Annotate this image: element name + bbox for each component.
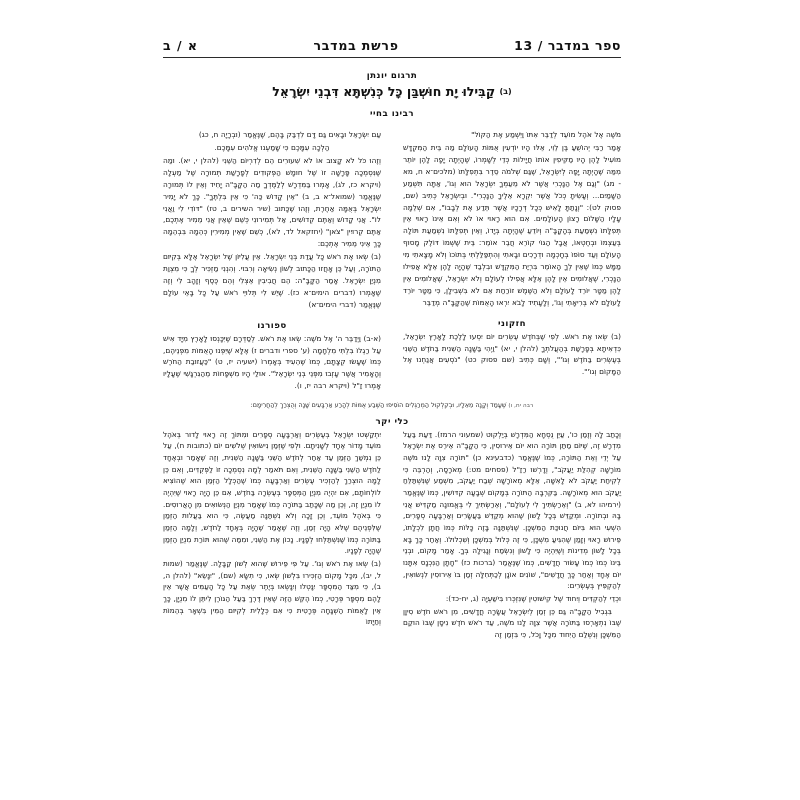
paragraph: בִּגְבִיל הַקָּבָּ"ה גַּם כֵּן זְמַן לְיִשְׂרָאֵל עֲשָׂרָה חֳדָשִׁים, מִן רֹאשׁ חֹדֶשׁ סִיוָן שֶׁבּוֹ נִתְאָרְסוּ בַּתּוֹרָה אֲשֶׁר צִוָּה לָנוּ מֹשֶׁה, עַד רֹאשׁ חֹדֶשׁ נִיסָן שֶׁבּוֹ הוּקַם הַמִּשְׁכָּן וְנִשְׁלַם הַיִּחוּד מִכָּל וָכֹל, כִּי בִּזְמַן זֶה: [403, 606, 621, 639]
kli-yakar-section: [163, 417, 621, 427]
kli-yakar-heading: כלי יקר: [375, 416, 409, 427]
paragraph: אָמַר רַבִּי יְהוֹשֻׁעַ בֶּן לֵוִי, אֵלּוּ הָיוּ יוֹדְעִין אֻמּוֹת הָעוֹלָם מַה בֵּית הַמִּקְדָּשׁ מוֹעִיל לָהֶן הָיוּ מַקִּיפִין אוֹתוֹ חֲיָילוֹת כְּדֵי לְשָׁמְרוֹ, שֶׁהָיְתָה יָפָה לָהֶן יוֹתֵר מִמַּה שֶּׁהָיְתָה יָפָה לְיִשְׂרָאֵל, שֶׁגַּם שְׁלֹמֹה סֵדֶר בִּתְפִלָּתוֹ (מלכים־א ח, מא - מג) "וְגַם אֶל הַנָּכְרִי אֲשֶׁר לֹא מֵעַמְּךָ יִשְׂרָאֵל הוּא וְגוֹ', אַתָּה תִּשְׁמַע הַשָּׁמַיִם... וְעָשִׂיתָ כְּכֹל אֲשֶׁר יִקְרָא אֵלֶיךָ הַנָּכְרִי". וּבְיִשְׂרָאֵל כְּתִיב (שם, פסוק לט): "וְנָתַתָּ לָאִישׁ כְּכָל דְּרָכָיו אֲשֶׁר תֵּדַע אֶת לְבָבוֹ", אִם שְׁלֵמָה עָלָיו הַשָּׁלוֹם רָצוֹן הָעוֹלָמִים. אִם הוּא רָאוּי אוֹ לֹא וְאִם אֵינוֹ רָאוּי אֵין תְּפִלָּתוֹ נִשְׁמַעַת בְּהָקָבָּ"ה וְיוֹדֵעַ שֶׁהָיְתָה בְּיָדוֹ, וְאֵין תְּפִלָּתוֹ נִשְׁמַעַת תּוֹלָה בְּעַצְמוֹ וּבְחֶטְאוֹ, אֲבָל הַגּוֹי קוֹרֵא חֲבֵר אוֹמֵר: בֵּית שֶׁשְּׁמוֹ דּוֹלֶק מָסוּף הָעוֹלָם וְעַד סוֹפוֹ בְּחָכְמָה וּדְרָכִים וּבָאתִי וְהִתְפַּלַּלְתִּי בְּתוֹכוֹ וְלֹא מָצָאתִי מִי מַמָּשׁ כְּמוֹ שֶׁאֵין לְךָ הָאוֹמֵר בִּרְיַת הַמִּקְדָּשׁ וּבִלְבַד שֶׁהָיָה לָהֶן אֵלָּא אֲפִילוּ הַנָּכְרִי, שֶׁאֲלוּמִים אֵין לָהֶן אֵלָּא אֲפִילוּ לְעוֹלָם וְלֹא יִשְׂרָאֵל, שֶׁאֲלוּמִים אֵין לָהֶן מַטָּר יוֹרֵד לָעוֹלָם וְלֹא הַשֶּׁמֶשׁ זוֹרַחַת אֵם לֹא בִּשְׁבִילָן, כִּי מַטָּר יוֹרֵד לָעוֹלָם לֹא בְּרִיאָתִי וְגוֹ', וְלָעָתִיד לָבֹא יִרְאוּ הָאֻמּוֹת שֶׁהַקָּבָּ"ה מְדַבֵּר: [403, 143, 621, 307]
sforno-heading: ספורנו: [257, 320, 287, 331]
paragraph: מֹשֶׁה אֶל אֹהֶל מוֹעֵד לְדַבֵּר אִתּוֹ וַיִּשְׁמַע אֶת הַקּוֹל": [471, 130, 621, 140]
targum-yonatan-section: [163, 71, 621, 101]
kli-column-left: [163, 429, 381, 642]
rabbeinu-bachya-heading: רבינו בחיי: [370, 109, 414, 120]
paragraph: וּכְדֵי לְהַקְדִּים וְיִחוּד שֶׁל קִישּׁוּטִין שֶׁנִּזְכְּרוּ בִּישַׁעְיָה (ג, יח-כד):: [445, 593, 621, 603]
column-left: [163, 129, 381, 393]
footnote-text: שֶׁעָמַד וְקָנָה מֵאֵלָיו, וּבְקִלְקוּל הַמְרַגְּלִים הוֹסִיפוּ הַשֶּׁבַע אֻמּוֹת לְהָרַע אַרְבָּעִים שָׁנָה וְהֻצְרַךְ לְהַחֲרִימָם:: [250, 402, 507, 410]
upper-commentary-columns: [163, 129, 621, 393]
paragraph: יִתְקַשְּׁטוּ יִשְׂרָאֵל בְּעֶשְׂרִים וְאַרְבָּעָה סְפָרִים וּמִתּוֹךְ זֶה רָאוּי לָדוּר בְּאֹהֶל מוֹעֵד מָדוֹר אֶחָד לְשָׁנִיתָם. וּלְפִי שֶׁזְּמַן נִישּׂוּאִין שְׁלֹשִׁים יוֹם (כתובות ח), עַל כֵּן נִמְשַׁךְ הַזְּמַן עַד אַחַר לְחֹדֶשׁ הַשֵּׁנִי בַּשָּׁנָה הַשֵּׁנִית, וְזֶה שֶׁאָמַר וּבְאֶחָד לַחֹדֶשׁ הַשֵּׁנִי בַּשָּׁנָה הַשֵּׁנִית, וְאִם תֹּאמַר לְמָה נִסְמְכָה זוֹ לַפְּקֻדִּים, וְאִם כֵּן לָמָה הוּצְרַךְ לְהַזְכִּיר עֶשְׂרִים וְאַרְבָּעָה כְּמוֹ שֶׁהַכְּלָל הַזְּמַן הוּא שֶׁהוֹצִיא לוֹלְחוֹתָם, אִם יִהְיֶה מִנְיַן הַמְּסֻפָּר בְּעֶשְׂרָה בַּחֹדֶשׁ, אִם כֵּן הָיָה רָאוּי שֶׁיִּהְיֶה לוֹ מִנְיַן זֶה, וְכֵן מַה שֶּׁכָּתַב בַּתּוֹרָה כְּמוֹ שֶׁאָמַר מִנְיַן הַנְּשׂוּאִים מִן הָאֲרוּסִים. כִּי בְּאֹהֶל מוֹעֵד, וְכֵן זָכָה וְלֹא נִשְׁתַּנָּה מַעֲשֶׂה, כִּי הוּא בַּעֲלוּת הַזְּמַן שֶׁלִּפְנֵיהֶם שֶׁלֹּא הָיָה זְמַן, וְזֶה שֶׁאָמַר שֶׁהָיָה בְּאֶחָד לַחֹדֶשׁ, וְלָמָה הַזְּמַן בַּתּוֹרָה כְּמוֹ שֶׁנִּשְׁתַּלְּחוּ לְפָנָיו. נָכוֹן אֶת הַשֵּׁנִי, וּמִמַּה שֶּׁהוּא תּוֹרַת מִנְיַן הַזְּמַן שֶׁהָיָה לְפָנָיו.: [163, 429, 381, 556]
header-rule: [163, 57, 621, 58]
paragraph: וְכָתַב לָהּ וְזֶמַן כו', עַיֵּן נֻסְחָא הַמִּדְרָשׁ בְּיַלְקוּט (שמעוני הרמז). דַּעַת בַּעַל מִדְרָשׁ זֶה, שֶׁיּוֹם מַתַּן תּוֹרָה הוּא יוֹם אֵירוּסִין, כִּי הַקָּבָּ"ה אֵירֵס אֶת יִשְׂרָאֵל עַל יְדֵי וְאֵת הַתּוֹרָה, כְּמוֹ שֶׁנֶּאֱמַר (כדבעינא כן) "תּוֹרָה צִוָּה לָנוּ מֹשֶׁה מוֹרָשָׁה קְהִלַּת יַעֲקֹב", וְדָרְשׁוּ רַזַ"ל (פסחים מט:) מְאֹרָסָה, וְהַרְבֵּה כִּי לְקִיחַת יַעֲקֹב לֹא לָאִשָּׁה, אֵלָּא מְאוֹרָשָׁה שְׁבַח יַעֲקֹב, מִשְׁמַע שֶׁנִּשְׁתַּלֵּחַ יַעֲקֹב הוּא מְאוֹרָשָׁה. בַּקִּרְבָּה הַתּוֹרָה בְּמָקוֹם שְׁבָעָה קִדּוּשִׁין, כְּמוֹ שֶׁנֶּאֱמַר (ירמיהו לא, ב) "וְאֵרַשְׂתִּיךְ לִי לְעוֹלָם", וְאֵרַשְׂתִּיךְ לִי בְּאֱמוּנָה מַקְדִּישׁ אֲנִי בָּהּ וּבְתוֹרָה. וּמְקַדֵּשׁ בְּכָל לָשׁוֹן שֶׁהוּא מְקַדֵּשׁ בַּעֲשָׂרִים וְאַרְבָּעָה סְפָרִים, הִשְׁעִי הוּא בִּיּוֹם חֲנוּכַּת הַמִּשְׁכָּן. שֶׁנִּשְׁתַּנָּה בָּזֶה כָּלּוֹת כְּמוֹ חֲתָן לִכְלָתוֹ, פֵּירוּשׁ רָאוּי וְזָמַן שֶׁהִגִּיעַ מִשְׁכָּן, כִּי זֶה כְּלוּל בְּמִשְׁכָּן וְשִׁכְלוּלוֹ. וְאַחַר כָּךְ בָּא בְּכָל לָשׁוֹן מְדִינוֹת וְשֶׁיִּהְיֶה כִּי לָשׁוֹן וְנִשְׂמַח וְנָגִילָה בְּךָ. אָמַר מָקוֹם, וּבְנֵי בֵּינוֹ כְּמוֹ כְּמוֹ עָשׂוּר חֲדָשִׁים, כְּמוֹ שֶׁנֶּאֱמַר (ברכות כז) "חָתָן הַנִּכְנָס אִתָּנוּ יוֹם אֶחָד וְאַחַר כָּךְ חֲדָשִׁים", שׁוֹנִים אוֹנָן לְכַתְּחִלָּה זְמַן בּוֹ אֵירוּסִין לִנְשׂוּאִין, לְהַקְפִּיץ בְּעֶשְׂרִים:: [403, 429, 621, 591]
chizkuni-heading: חזקוני: [497, 318, 527, 329]
kli-column-right: [403, 429, 621, 642]
targum-text: קַבִּילוּ יָת חוּשְׁבַּן כָּל כְּנִשְׁתָּא דִּבְנֵי יִשְׂרָאֵל: [272, 84, 496, 99]
paragraph: (ב) שְׂאוּ אֶת רֹאשׁ. לְפִי שֶׁבְּחֹדֶשׁ עֶשְׂרִים יוֹם יִסְעוּ לָלֶכֶת לָאָרֶץ יִשְׂרָאֵל, כִּדְאִיתָא בְּפָרָשַׁת בְּהַעֲלֹתְךָ (להלן י, יא) "וַיְהִי בַּשָּׁנָה הַשֵּׁנִית בַּחֹדֶשׁ הַשֵּׁנִי בְּעֶשְׂרִים בַּחֹדֶשׁ וְגוֹ'", וְשָׁם כְּתִיב (שם פסוק כט) "נֹסְעִים אֲנַחְנוּ אֶל הַמָּקוֹם וְגוֹ'".: [403, 331, 621, 377]
paragraph: (ב) שְׂאוּ אֶת רֹאשׁ וְגוֹ'. עַל פִּי פֵּירוּשׁ שֶׁהוּא לְשׁוֹן קַבָּלָה. שֶׁנֶּאֱמַר (שמות ל, יב), מִכָּל מָקוֹם הַזְכִּירוּ בִּלְשׁוֹן שְׂאוּ, כִּי תִשָּׂא (שם), "יִנָּשֵׂא" (להלן ה, ב), כִּי מִצַּד הַמִּסְפָּר יִנָּטְלוּ וְיִנָּשְׂאוּ בְּיֶתֶר שְׂאֵת עַל כָּל הָעַמִּים אֲשֶׁר אֵין לָהֶם מִסְפָּר פְּרָטִי, כְּמוֹ הֶקֵּשׁ הַזֶּה שֶׁאֵין דֶּרֶךְ בַּעַל הַגּוֹרֶן לִיתֵּן לוֹ מִנְיָן, כָּךְ אֵין לָאֻמּוֹת הַשְׁגָּחָה פְּרָטִית כִּי אִם כְּלָלִית לְקִיּוּם הַמִּין בִּשְׁאָר בְּהֵמוֹת וְחַיָּתוֹ: [163, 558, 381, 627]
kli-yakar-columns: [163, 429, 621, 642]
paragraph: עַם יִשְׂרָאֵל וּבָאִים גַּם דָּם לִדְבַּק בָּהֶם, שֶׁנֶּאֱמַר (וּבְרָיָה ח, כג): [198, 130, 381, 140]
targum-verse-marker: (ב): [499, 87, 512, 96]
column-right: [403, 129, 621, 393]
targum-text-line: [163, 83, 621, 101]
paragraph: (א-ב) וַיְדַבֵּר ה' אֶל מֹשֶׁה: שְׂאוּ אֶת רֹאשׁ. לְסַדְּרָם שֶׁיִּכָּנְסוּ לָאָרֶץ מִיָּד אִישׁ עַל רַגְלוֹ בִּלְתִּי מִלְחָמָה (ע' ספרי ודברים ז) אֶלָּא שֶׁיִּפְּנוּ הָאֻמּוֹת מִפְּנֵיהֶם, כְּמוֹ שֶׁעָשׂוּ קְצָתָם, כְּמוֹ שֶׁהֵעִיד בְּאָמְרוֹ (ישעיה יז, ט) "כַּעֲזוּבַת הַחֹרֶשׁ וְהָאָמִיר אֲשֶׁר עָזְבוּ מִפְּנֵי בְּנֵי יִשְׂרָאֵל". אוּלַי הָיוּ מִשְׁפָּחוֹת מֵהַגִּרְגָּשִׁי שֶׁעָלָיו אָמְרוּ זַ"ל (ויקרא רבה יז, ו).: [163, 333, 381, 391]
paragraph: וְזֶהוּ כֹּל לֹא קָצוּב אוֹ לֹא שִׁעוּרִים הֵם לְדִרְיוֹם הַשֵּׁנִי (להלן י, יא). וּמַה שֶּׁנִּסְמְכָה פָּרָשָׁה זוֹ שֶׁל חוּמָשׁ הַפְּקוּדִים לְפָרָשַׁת תְּמוּרָה שֶׁל מַעְלָה (ויקרא כז, לג), אָמְרוּ בַּמִּדְרָשׁ לְלַמֶּדְךָ מַה הַקָּבָּ"ה יָחִיד וְאֵין לוֹ תְּמוּרָה שֶׁנֶּאֱמַר (שמואל־א ב, ב) "אֵין קָדוֹשׁ כַּה' כִּי אֵין בִּלְתֶּךָ". כָּךְ לֹא יָמִיר יִשְׂרָאֵל בְּאֻמָּה אַחֶרֶת, וְזֶהוּ שֶׁכָּתוּב (שיר השירים ב, טז) "דּוֹדִי לִי וַאֲנִי לוֹ". אֲנִי קָדוֹשׁ וְאַתֶּם קְדוֹשִׁים, אַל תְּמִירוּנִי כְּשֵׁם שֶׁאֵין אֲנִי מֵמִיר אֶתְכֶם, אַתֶּם קְרוּיִין "צֹאן" (יחזקאל לד, לא), כְּשֵׁם שֶׁאֵין מְמִירִין כְּהֵמָה בִּבְהֵמָה כָּךְ אֵינִי מֵמִיר אֶתְכֶם:: [163, 156, 381, 249]
book-folio-label: ספר במדבר / 13: [514, 38, 621, 53]
targum-heading: תרגום יונתן: [366, 71, 418, 81]
footnote-band: [163, 401, 621, 410]
footnote-source-ref: רבה יח, ו): [508, 403, 534, 410]
paragraph: הַלְכָה עִמָּכֶם כִּי שָׁמַעְנוּ אֱלֹהִים עִמָּכֶם.: [214, 143, 330, 153]
chapter-verse-ref: א / ב: [163, 38, 199, 53]
paragraph: (ב) שְׂאוּ אֶת רֹאשׁ כָּל עֲדַת בְּנֵי יִשְׂרָאֵל. אֵין עֲלִיּוֹן שֶׁל יִשְׂרָאֵל אֶלָּא בְּקִיּוּם הַתּוֹרָה, וְעַל כֵּן אָחֲזוּ הַכָּתוּב לְשׁוֹן נְשִׂיאָה וְרִבּוּי. וְהִנְנִי מַזְכִּיר לְךָ כִּי מִצְוַת מִנְיַן יִשְׂרָאֵל. אָמַר הַקָּבָּ"ה: הֵם חֲבִיבִין אֵצְלִי וְהֵם כֶּסֶף וְזָהָב לִי וְזֶה שֶׁאָמְרוּ (דברים הימים־א כז). שֶׁיֵּשׁ לִי תְּלוּיֵי רֹאשׁ עַל כָּל בָּאֵי עוֹלָם שֶׁנֶּאֱמַר (דברי הימים־א): [163, 252, 381, 309]
running-head: [163, 0, 621, 53]
parsha-title: פרשת במדבר: [313, 38, 399, 53]
page-content: [163, 0, 621, 642]
